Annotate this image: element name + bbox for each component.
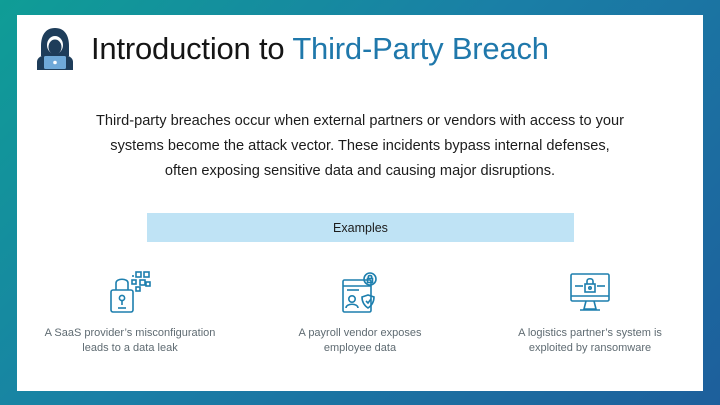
slide — [17, 15, 703, 391]
data-leak-lock-icon — [107, 270, 153, 316]
intro-line: often exposing sensitive data and causing major disruptions. — [164, 163, 556, 179]
caption-line: A SaaS provider’s misconfiguration — [44, 327, 216, 339]
example-caption — [260, 326, 460, 356]
hacker-icon — [33, 26, 77, 70]
example-item — [30, 270, 230, 356]
title-prefix: Introduction to — [91, 31, 293, 66]
intro-line: systems become the attack vector. These incidents bypass internal defenses, — [110, 138, 610, 154]
caption-line: exploited by ransomware — [528, 342, 652, 354]
example-caption — [490, 326, 690, 356]
examples-label: Examples — [333, 220, 388, 235]
payroll-id-card-icon — [337, 270, 383, 316]
page-title — [91, 29, 549, 69]
example-item — [490, 270, 690, 356]
caption-line: employee data — [323, 342, 397, 354]
caption-line: A payroll vendor exposes — [298, 327, 422, 339]
example-caption — [30, 326, 230, 356]
title-accent: Third-Party Breach — [292, 31, 549, 66]
example-item — [260, 270, 460, 356]
caption-line: leads to a data leak — [82, 342, 178, 354]
intro-line: Third-party breaches occur when external partners or vendors with access to your — [95, 113, 625, 129]
caption-line: A logistics partner’s system is — [518, 327, 662, 339]
intro-paragraph — [57, 109, 663, 184]
examples-header — [147, 213, 574, 242]
locked-monitor-icon — [567, 270, 613, 316]
